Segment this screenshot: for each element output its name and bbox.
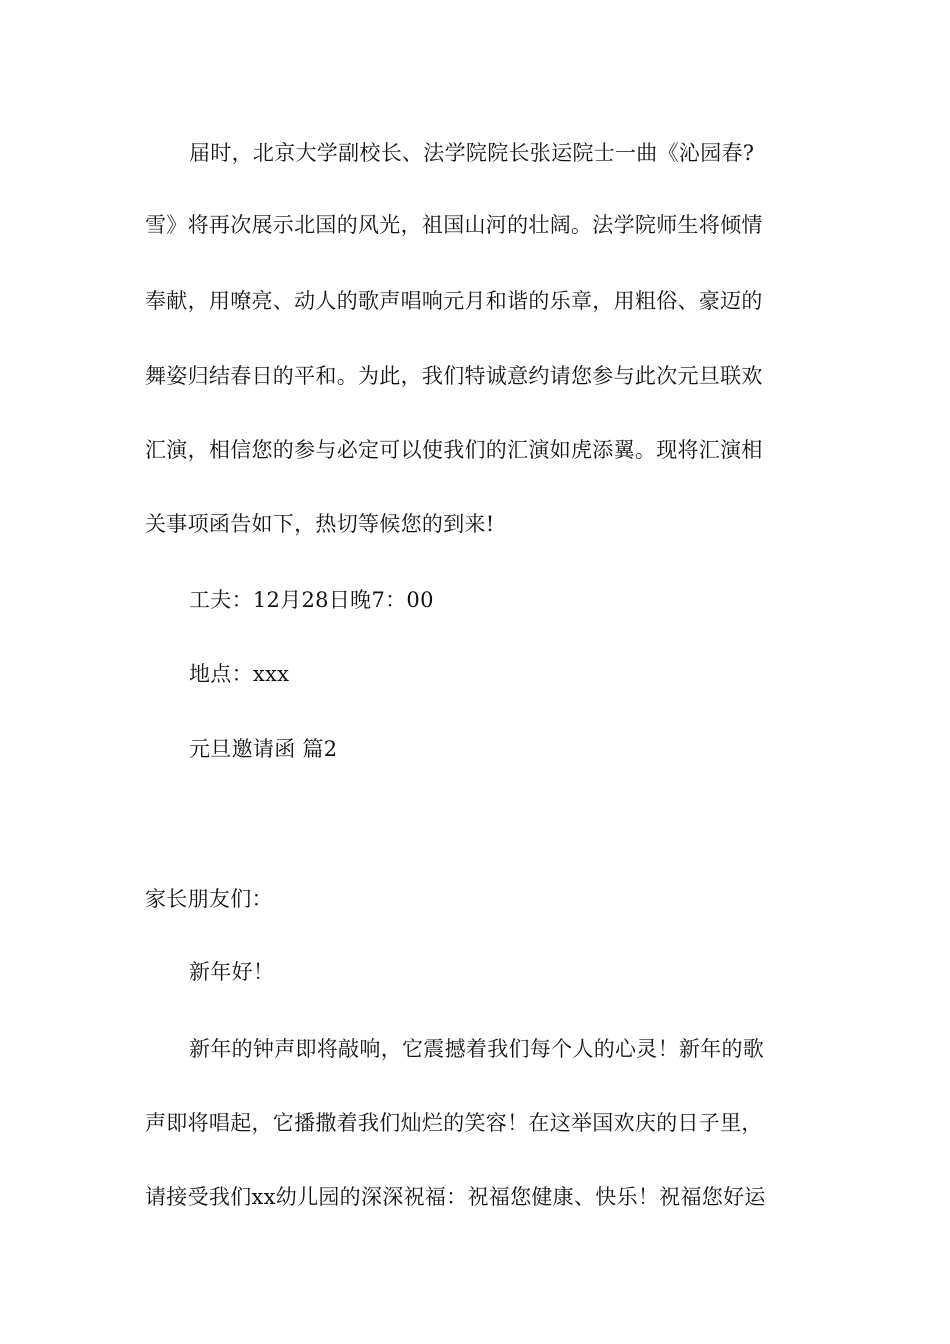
section-heading: 元旦邀请函 篇2 (189, 737, 338, 761)
paragraph-2-line-2: 声即将唱起，它播撒着我们灿烂的笑容！在这举国欢庆的日子里， (145, 1111, 763, 1135)
salutation: 家长朋友们： (145, 887, 273, 911)
paragraph-1-line-6: 关事项函告如下，热切等候您的到来! (145, 512, 495, 536)
paragraph-1-line-5: 汇演，相信您的参与必定可以使我们的汇演如虎添翼。现将汇演相 (145, 438, 763, 462)
event-place: 地点：xxx (189, 662, 290, 686)
paragraph-1-line-2: 雪》将再次展示北国的风光，祖国山河的壮阔。法学院师生将倾情 (145, 213, 763, 237)
event-time: 工夫：12月28日晚7：00 (189, 588, 434, 612)
paragraph-2-line-3: 请接受我们xx幼儿园的深深祝福：祝福您健康、快乐！祝福您好运 (145, 1185, 766, 1209)
greeting: 新年好！ (189, 960, 275, 984)
paragraph-1-line-4: 舞姿归结春日的平和。为此，我们特诚意约请您参与此次元旦联欢 (145, 364, 763, 388)
paragraph-2-line-1: 新年的钟声即将敲响，它震撼着我们每个人的心灵！新年的歌 (189, 1037, 765, 1061)
paragraph-1-line-1: 届时，北京大学副校长、法学院院长张运院士一曲《沁园春? (189, 141, 755, 165)
paragraph-1-line-3: 奉献，用嘹亮、动人的歌声唱响元月和谐的乐章，用粗俗、豪迈的 (145, 289, 763, 313)
